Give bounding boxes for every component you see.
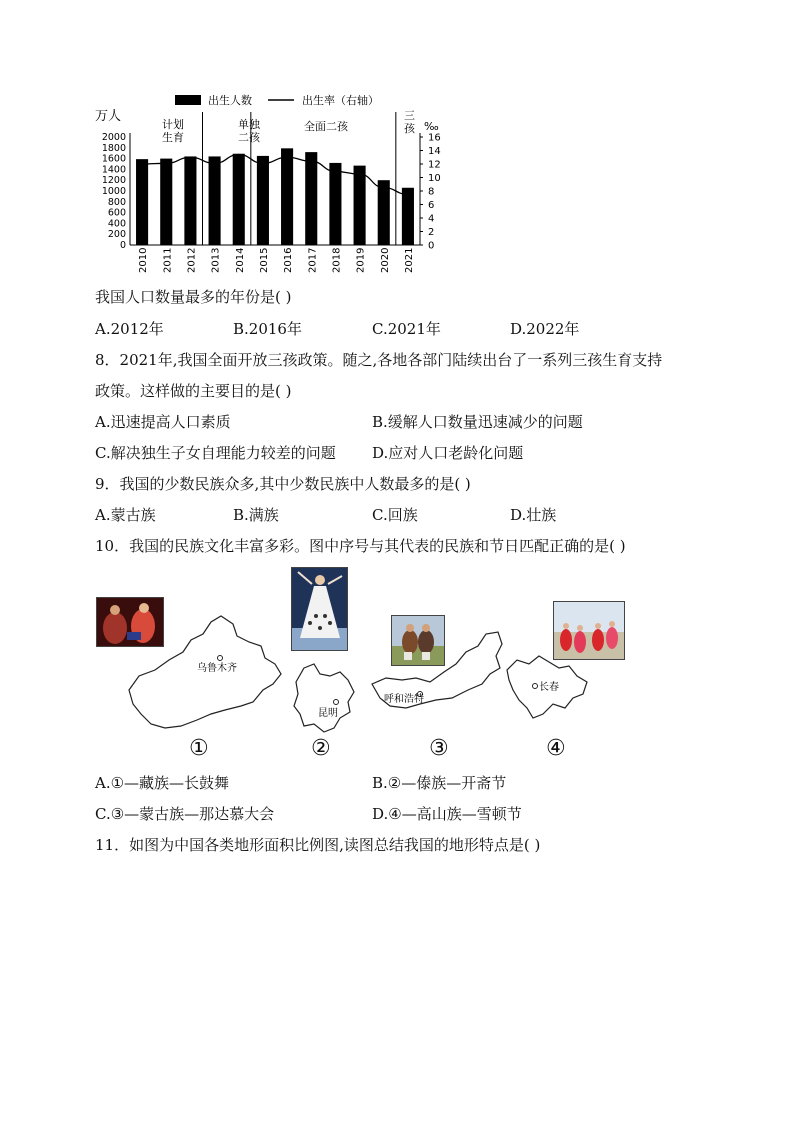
q7-option-d[interactable]: D.2022年 bbox=[510, 320, 580, 338]
bar bbox=[329, 163, 341, 245]
x-tick-label: 2021 bbox=[403, 247, 415, 273]
x-tick-label: 2010 bbox=[138, 247, 150, 273]
map-number-2: ② bbox=[311, 736, 331, 761]
bar bbox=[136, 159, 148, 245]
period-label-4a: 三 bbox=[404, 109, 415, 122]
map-xinjiang bbox=[125, 610, 285, 735]
left-tick-label: 1000 bbox=[101, 186, 126, 197]
period-label-1a: 计划 bbox=[162, 118, 184, 131]
x-tick-label: 2020 bbox=[379, 247, 391, 273]
right-tick-label: 4 bbox=[428, 213, 435, 225]
bar bbox=[281, 148, 293, 245]
q8-stem-line2: 政策。这样做的主要目的是( ) bbox=[95, 382, 292, 400]
left-tick-label: 200 bbox=[107, 229, 126, 241]
period-label-1b: 生育 bbox=[162, 131, 184, 144]
x-tick-label: 2016 bbox=[283, 247, 295, 273]
right-tick-label: 6 bbox=[428, 200, 435, 211]
bar bbox=[233, 154, 245, 245]
right-tick-label: 0 bbox=[428, 240, 435, 252]
q9-stem: 9．我国的少数民族众多,其中少数民族中人数最多的是( ) bbox=[95, 475, 471, 493]
left-unit: 万人 bbox=[95, 109, 122, 124]
legend-bar-swatch bbox=[175, 95, 201, 105]
q7-stem: 我国人口数量最多的年份是( ) bbox=[95, 288, 292, 306]
period-label-2b: 二孩 bbox=[238, 131, 260, 144]
period-label-2a: 单独 bbox=[238, 118, 260, 131]
bar bbox=[209, 156, 221, 245]
bar bbox=[305, 152, 317, 245]
q11-stem: 11．如图为中国各类地形面积比例图,读图总结我国的地形特点是( ) bbox=[95, 836, 541, 854]
x-tick-label: 2012 bbox=[186, 247, 198, 273]
map-jilin bbox=[503, 652, 593, 724]
legend-bar-label: 出生人数 bbox=[208, 94, 252, 107]
left-tick-label: 600 bbox=[107, 207, 126, 219]
x-tick-label: 2011 bbox=[162, 247, 174, 273]
right-tick-label: 16 bbox=[428, 132, 441, 144]
x-tick-label: 2018 bbox=[331, 247, 343, 273]
right-tick-label: 8 bbox=[428, 186, 435, 198]
city-kunming: 昆明 bbox=[318, 708, 338, 719]
left-tick-label: 400 bbox=[107, 218, 126, 230]
changchun-marker bbox=[533, 684, 538, 689]
bar bbox=[378, 180, 390, 245]
left-tick-label: 800 bbox=[107, 196, 126, 208]
x-tick-label: 2019 bbox=[355, 247, 367, 273]
birth-rate-line bbox=[142, 155, 408, 195]
q10-option-a[interactable]: A.①—藏族—长鼓舞 bbox=[95, 774, 230, 792]
period-label-4b: 孩 bbox=[404, 122, 415, 135]
q10-stem: 10．我国的民族文化丰富多彩。图中序号与其代表的民族和节日匹配正确的是( ) bbox=[95, 537, 626, 555]
q8-option-a[interactable]: A.迅速提高人口素质 bbox=[95, 413, 231, 431]
kunming-marker bbox=[334, 700, 339, 705]
q8-option-b[interactable]: B.缓解人口数量迅速减少的问题 bbox=[372, 413, 583, 431]
q9-option-a[interactable]: A.蒙古族 bbox=[95, 506, 156, 524]
q7-option-a[interactable]: A.2012年 bbox=[95, 320, 164, 338]
urumqi-marker bbox=[218, 656, 223, 661]
bar bbox=[184, 156, 196, 245]
q8-stem-line1: 8．2021年,我国全面开放三孩政策。随之,各地各部门陆续出台了一系列三孩生育支持 bbox=[95, 351, 663, 369]
left-tick-label: 1600 bbox=[101, 153, 126, 165]
q8-option-c[interactable]: C.解决独生子女自理能力较差的问题 bbox=[95, 444, 336, 462]
left-tick-label: 1200 bbox=[101, 175, 126, 187]
bar bbox=[160, 159, 172, 245]
left-tick-label: 1800 bbox=[101, 142, 126, 154]
period-label-3: 全面二孩 bbox=[304, 120, 348, 133]
right-tick-label: 14 bbox=[428, 146, 441, 157]
right-tick-label: 10 bbox=[428, 173, 441, 184]
bar bbox=[354, 166, 366, 245]
q9-option-c[interactable]: C.回族 bbox=[372, 506, 418, 524]
q10-option-c[interactable]: C.③—蒙古族—那达慕大会 bbox=[95, 805, 275, 823]
q9-option-d[interactable]: D.壮族 bbox=[510, 506, 557, 524]
q10-option-b[interactable]: B.②—傣族—开斋节 bbox=[372, 774, 507, 792]
x-tick-label: 2017 bbox=[307, 247, 319, 273]
city-changchun: 长春 bbox=[539, 682, 559, 693]
left-tick-label: 2000 bbox=[101, 132, 126, 143]
q10-option-d[interactable]: D.④—高山族—雪顿节 bbox=[372, 805, 522, 823]
x-tick-label: 2015 bbox=[258, 247, 270, 273]
q7-option-c[interactable]: C.2021年 bbox=[372, 320, 441, 338]
right-unit: ‰ bbox=[424, 120, 439, 133]
city-hohhot: 呼和浩特 bbox=[384, 694, 424, 705]
bar bbox=[257, 156, 269, 245]
left-tick-label: 1400 bbox=[101, 164, 126, 176]
map-yunnan bbox=[290, 662, 360, 737]
right-tick-label: 12 bbox=[428, 159, 441, 171]
q8-option-d[interactable]: D.应对人口老龄化问题 bbox=[372, 444, 524, 462]
map-inner-mongolia bbox=[368, 628, 508, 713]
q7-option-b[interactable]: B.2016年 bbox=[233, 320, 302, 338]
x-tick-label: 2013 bbox=[210, 247, 222, 273]
bar bbox=[402, 188, 414, 245]
x-tick-label: 2014 bbox=[234, 247, 246, 273]
map-number-4: ④ bbox=[546, 736, 566, 761]
photo-dai-peacock-dancer bbox=[291, 567, 348, 651]
left-tick-label: 0 bbox=[119, 240, 126, 251]
right-tick-label: 2 bbox=[428, 227, 435, 238]
city-urumqi: 乌鲁木齐 bbox=[197, 663, 237, 674]
birth-chart bbox=[90, 90, 450, 290]
map-number-3: ③ bbox=[429, 736, 449, 761]
map-number-1: ① bbox=[189, 736, 209, 761]
q9-option-b[interactable]: B.满族 bbox=[233, 506, 279, 524]
legend-line-label: 出生率（右轴） bbox=[302, 94, 379, 107]
